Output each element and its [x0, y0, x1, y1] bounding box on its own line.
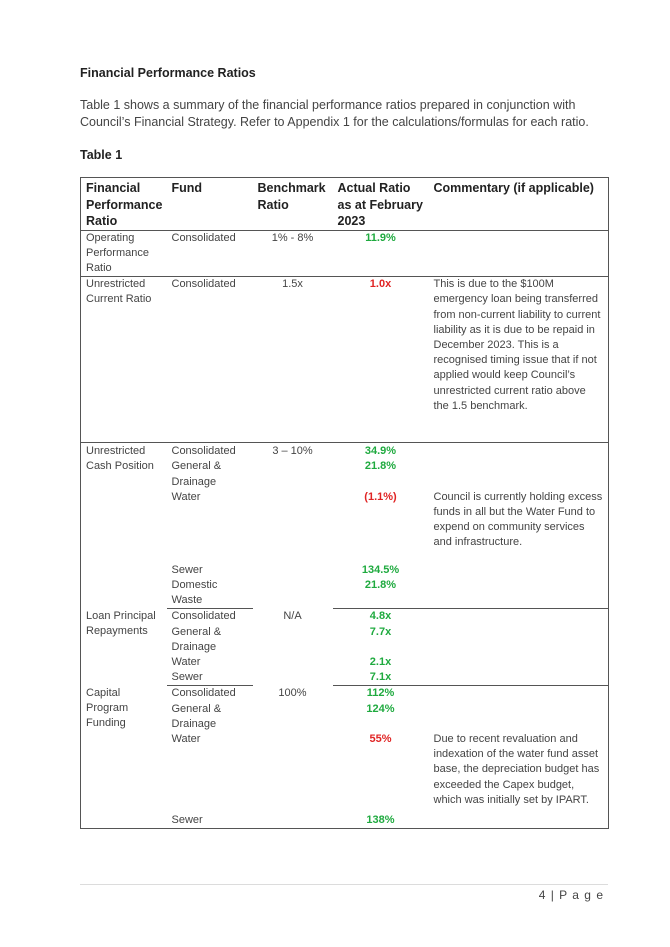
- fund-cell: Water: [171, 655, 201, 668]
- benchmark-cell: 1% - 8%: [253, 230, 333, 277]
- actual-cell: 21.8%: [364, 460, 397, 473]
- ratio-name: Loan Principal Repayments: [86, 609, 156, 638]
- actual-cell: (1.1%): [364, 490, 397, 503]
- benchmark-cell: N/A: [283, 609, 302, 622]
- fund-cell: Consolidated: [171, 687, 236, 700]
- fund-cell: Consolidated: [171, 445, 236, 458]
- fund-cell: Consolidated: [167, 277, 253, 443]
- actual-cell: 138%: [333, 813, 429, 829]
- header-commentary: Commentary (if applicable): [429, 178, 609, 231]
- commentary-cell: [429, 230, 609, 277]
- actual-cell: 134.5%: [361, 563, 400, 576]
- header-actual: Actual Ratio as at February 2023: [333, 178, 429, 231]
- intro-paragraph: Table 1 shows a summary of the financial performance ratios prepared in conjunction with Council’s Financial Strategy. Refer to Appendix 1 for the calculations/formulas for each ratio.: [80, 98, 589, 129]
- actual-cell: 124%: [366, 702, 395, 715]
- actual-cell: 55%: [369, 732, 392, 745]
- fund-cell: Sewer: [167, 813, 253, 829]
- table-row: [81, 443, 609, 460]
- actual-cell: 11.9%: [333, 230, 429, 277]
- header-benchmark: Benchmark Ratio: [253, 178, 333, 231]
- actual-cell: 34.9%: [364, 445, 397, 458]
- ratios-table: [80, 177, 609, 829]
- benchmark-cell: 3 – 10%: [272, 445, 313, 458]
- fund-cell: Domestic Waste: [167, 578, 253, 609]
- fund-cell: General & Drainage: [171, 460, 222, 488]
- commentary-cell: Due to recent revaluation and indexation of the water fund asset base, the depreciation budget has exceeded the Capex budget, which was initially set by IPART.: [433, 732, 600, 806]
- fund-cell: General & Drainage: [171, 702, 222, 730]
- fund-cell: Water: [171, 490, 201, 503]
- commentary-cell: Council is currently holding excess funds in all but the Water Fund to expend on community services and infrastructure.: [433, 490, 603, 549]
- commentary-cell: [429, 702, 609, 732]
- actual-cell: 7.1x: [333, 670, 429, 686]
- commentary-cell: [429, 609, 609, 625]
- actual-cell: 2.1x: [369, 655, 392, 668]
- table-row: [81, 277, 609, 443]
- actual-cell: 21.8%: [333, 578, 429, 609]
- commentary-cell: [429, 459, 609, 489]
- fund-cell: Consolidated: [171, 610, 236, 623]
- actual-cell: 4.8x: [369, 610, 392, 623]
- fund-cell: Consolidated: [167, 230, 253, 277]
- commentary-cell: [429, 686, 609, 702]
- table-row: [81, 230, 609, 277]
- section-heading: Financial Performance Ratios: [80, 66, 256, 80]
- commentary-cell: [429, 625, 609, 655]
- table-row: [81, 609, 609, 625]
- benchmark-cell: 1.5x: [253, 277, 333, 443]
- header-ratio: Financial Performance Ratio: [81, 178, 167, 231]
- commentary-cell: [429, 443, 609, 460]
- ratio-name: Unrestricted Cash Position: [86, 445, 154, 473]
- commentary-cell: [429, 578, 609, 609]
- ratio-name: Operating Performance Ratio: [81, 230, 167, 277]
- ratio-name: Unrestricted Current Ratio: [81, 277, 167, 443]
- fund-cell: Water: [171, 732, 201, 745]
- commentary-cell: [429, 813, 609, 829]
- page-number: 4 | P a g e: [538, 888, 604, 902]
- fund-cell: Sewer: [171, 563, 203, 576]
- benchmark-cell: 100%: [278, 686, 307, 699]
- ratio-name: Capital Program Funding: [86, 686, 129, 730]
- actual-cell: 112%: [366, 687, 395, 700]
- commentary-cell: [429, 670, 609, 686]
- actual-cell: 7.7x: [369, 625, 392, 638]
- fund-cell: Sewer: [167, 670, 253, 686]
- commentary-cell: This is due to the $100M emergency loan being transferred from non-current liability to current liability as it is due to be repaid in December 2023. This is a recognised timing issue that if not applied would keep Council’s unrestricted current ratio above the 1.5 benchmark.: [429, 277, 609, 443]
- footer-divider: [80, 884, 608, 885]
- commentary-cell: [429, 563, 609, 578]
- table-label: Table 1: [80, 148, 123, 162]
- table-header-row: [81, 178, 609, 231]
- header-fund: Fund: [167, 178, 253, 231]
- commentary-cell: [429, 655, 609, 670]
- fund-cell: General & Drainage: [171, 625, 222, 653]
- table-row: [81, 686, 609, 702]
- actual-cell: 1.0x: [333, 277, 429, 443]
